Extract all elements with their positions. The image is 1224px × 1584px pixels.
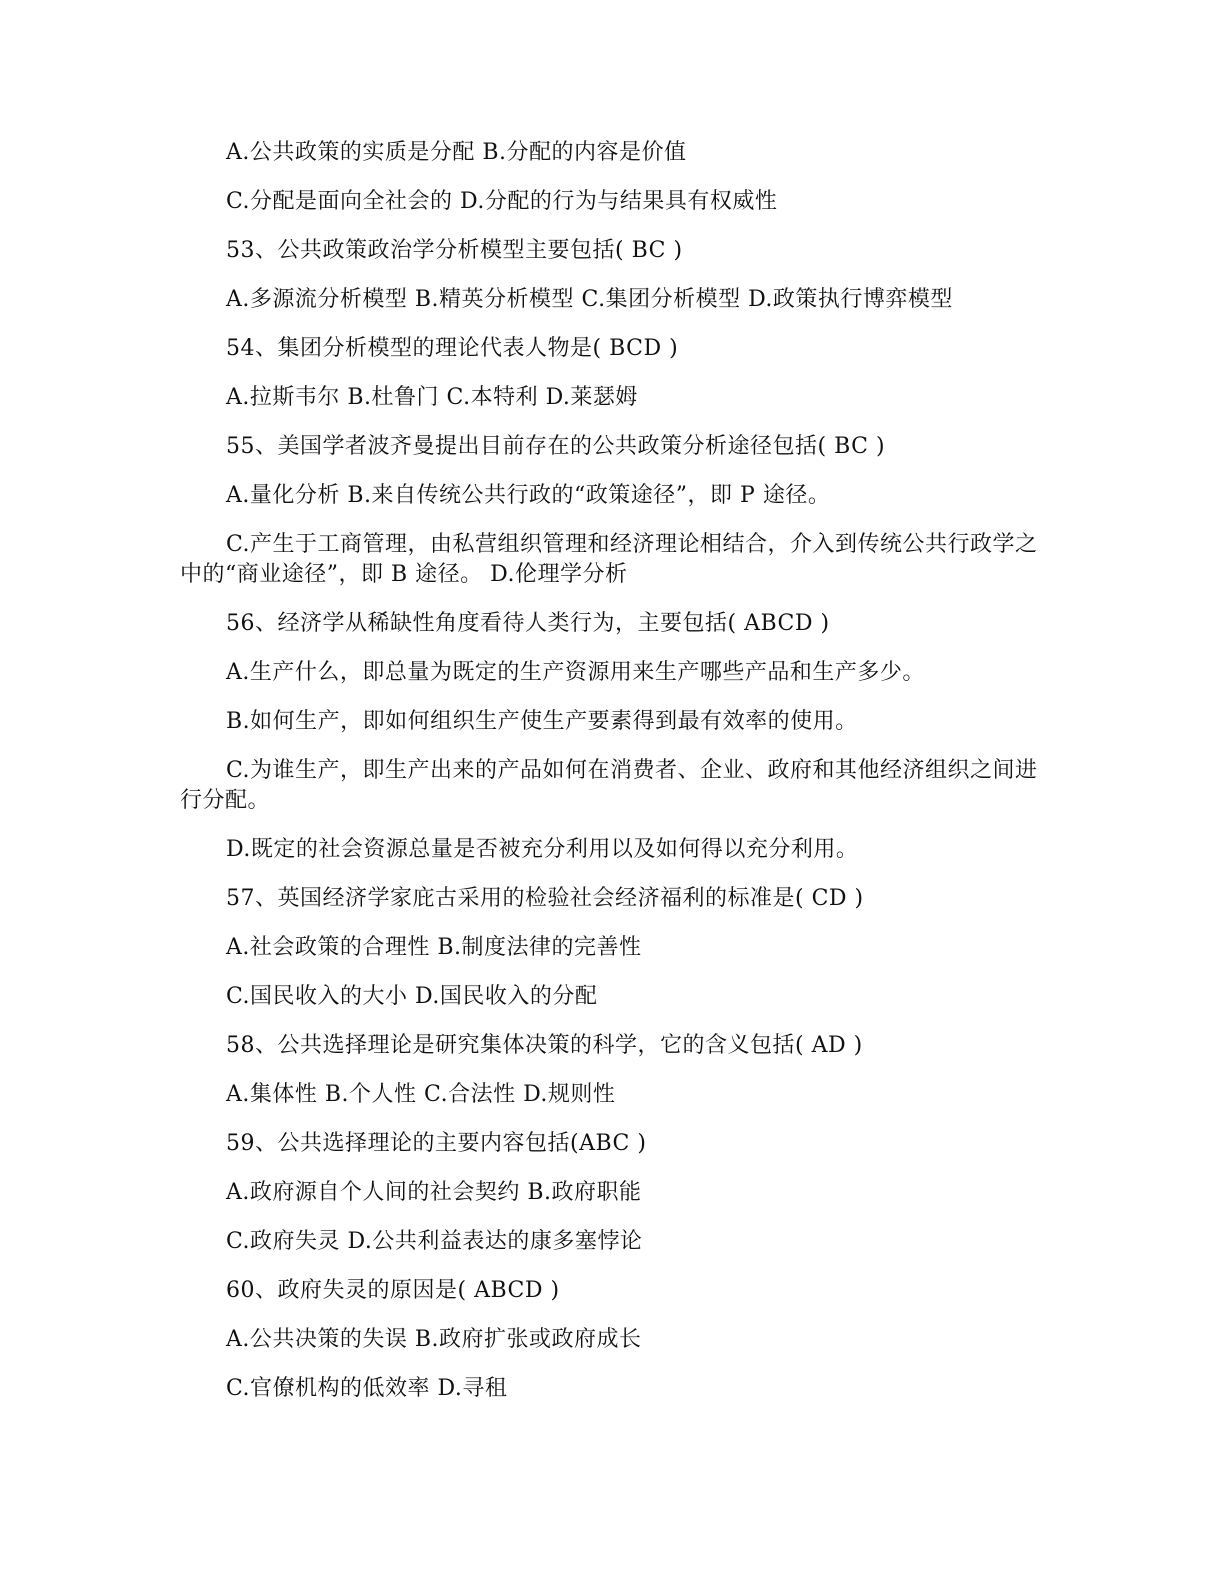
question-60: 60、政府失灵的原因是( ABCD ) [226,1278,560,1303]
options-59-cd: C.政府失灵 D.公共利益表达的康多塞悖论 [226,1229,643,1254]
options-55-cd: C.产生于工商管理，由私营组织管理和经济理论相结合，介入到传统公共行政学之中的“商业途径”，即 B 途径。 D.伦理学分析 [180,532,1038,587]
option-56-d: D.既定的社会资源总量是否被充分利用以及如何得以充分利用。 [226,837,859,862]
document-page [180,138,1040,1423]
option-56-a: A.生产什么，即总量为既定的生产资源用来生产哪些产品和生产多少。 [226,660,925,685]
question-58: 58、公共选择理论是研究集体决策的科学，它的含义包括( AD ) [226,1033,863,1058]
options-59-ab: A.政府源自个人间的社会契约 B.政府职能 [226,1180,642,1205]
question-55: 55、美国学者波齐曼提出目前存在的公共政策分析途径包括( BC ) [226,434,886,459]
options-57-ab: A.社会政策的合理性 B.制度法律的完善性 [226,935,642,960]
options-55-ab: A.量化分析 B.来自传统公共行政的“政策途径”，即 P 途径。 [226,483,831,508]
options-54: A.拉斯韦尔 B.杜鲁门 C.本特利 D.莱瑟姆 [226,385,638,410]
option-line-52-ab: A.公共政策的实质是分配 B.分配的内容是价值 [226,140,687,165]
question-53: 53、公共政策政治学分析模型主要包括( BC ) [226,238,683,263]
options-57-cd: C.国民收入的大小 D.国民收入的分配 [226,984,598,1009]
question-57: 57、英国经济学家庇古采用的检验社会经济福利的标准是( CD ) [226,886,864,911]
question-59: 59、公共选择理论的主要内容包括(ABC ) [226,1131,647,1156]
options-58: A.集体性 B.个人性 C.合法性 D.规则性 [226,1082,616,1107]
options-53: A.多源流分析模型 B.精英分析模型 C.集团分析模型 D.政策执行博弈模型 [226,287,953,312]
option-56-c: C.为谁生产，即生产出来的产品如何在消费者、企业、政府和其他经济组织之间进行分配。 [180,758,1038,813]
question-56: 56、经济学从稀缺性角度看待人类行为，主要包括( ABCD ) [226,611,830,636]
options-60-cd: C.官僚机构的低效率 D.寻租 [226,1376,508,1401]
question-54: 54、集团分析模型的理论代表人物是( BCD ) [226,336,679,361]
options-60-ab: A.公共决策的失误 B.政府扩张或政府成长 [226,1327,642,1352]
option-line-52-cd: C.分配是面向全社会的 D.分配的行为与结果具有权威性 [226,189,778,214]
option-56-b: B.如何生产，即如何组织生产使生产要素得到最有效率的使用。 [226,709,858,734]
